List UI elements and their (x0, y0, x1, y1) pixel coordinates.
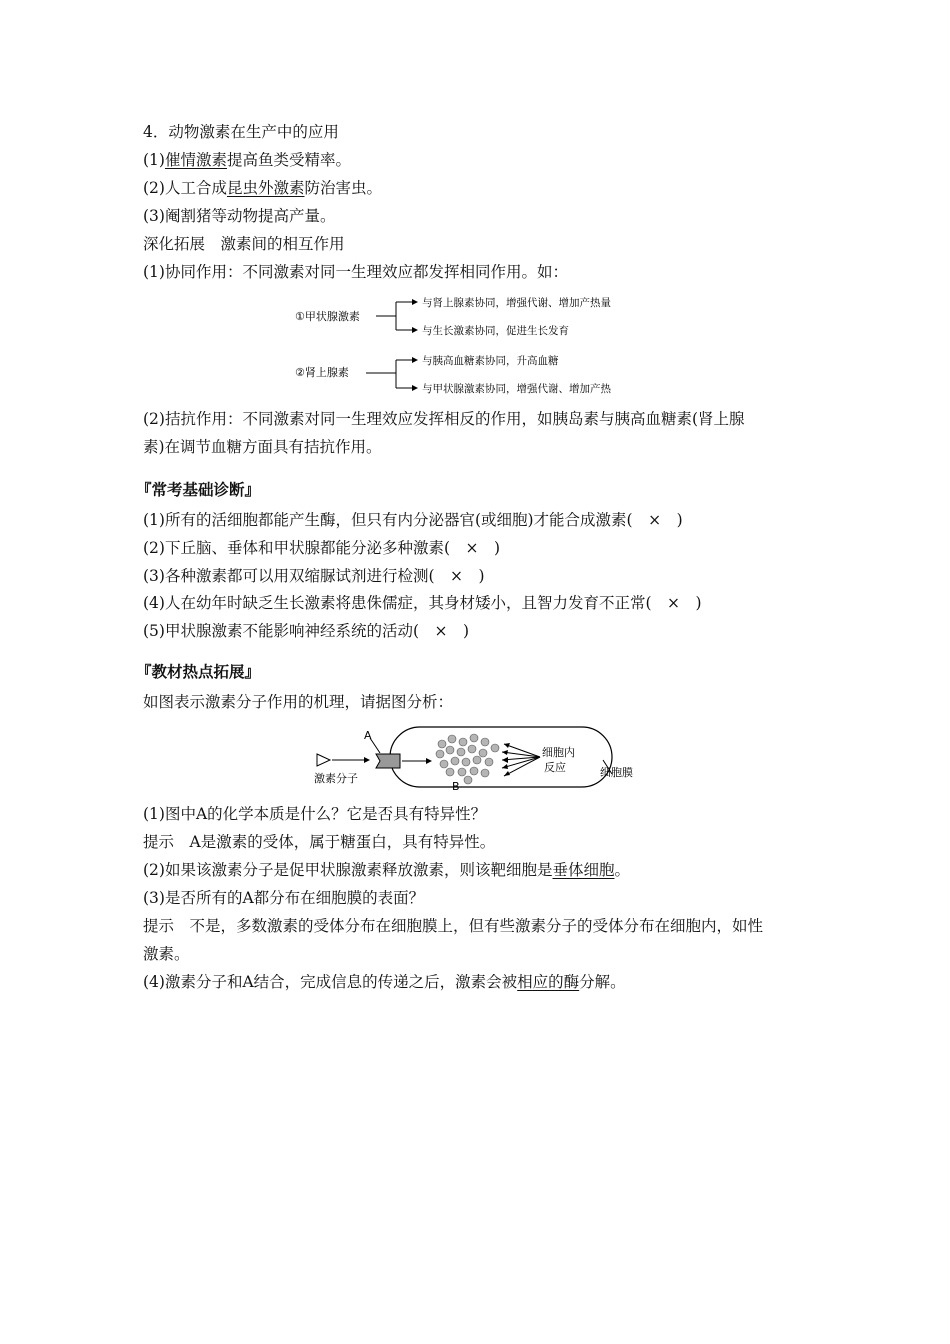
underlined-term: 催情激素 (164, 151, 227, 169)
question: (4)激素分子和A结合，完成信息的传递之后，激素会被相应的酶分解。 (143, 973, 626, 991)
label-reaction: 反应 (544, 761, 566, 774)
enzyme-cluster (436, 734, 499, 784)
hormone-mechanism-diagram (300, 722, 660, 792)
diagnosis-item: (4)人在幼年时缺乏生长激素将患侏儒症，其身材矮小，且智力发育不正常( × ) (143, 594, 702, 612)
hotspot-heading: 『教材热点拓展』 (136, 663, 261, 681)
diagnosis-item: (2)下丘脑、垂体和甲状腺都能分泌多种激素( × ) (143, 539, 501, 557)
label-reaction: 细胞内 (542, 746, 575, 759)
diagnosis-item: (5)甲状腺激素不能影响神经系统的活动( × ) (143, 622, 470, 640)
list-item: (3)阉割猪等动物提高产量。 (143, 207, 336, 225)
underlined-term: 相应的酶 (517, 973, 580, 991)
synergy-text: (1)协同作用：不同激素对同一生理效应都发挥相同作用。如： (143, 263, 568, 281)
diagram-branch: 与胰高血糖素协同，升高血糖 (422, 355, 559, 367)
diagnosis-item: (3)各种激素都可以用双缩脲试剂进行检测( × ) (143, 567, 485, 585)
antagonism-text-cont: 素)在调节血糖方面具有拮抗作用。 (143, 438, 382, 456)
answer: 提示 不是，多数激素的受体分布在细胞膜上，但有些激素分子的受体分布在细胞内，如性 (143, 917, 764, 935)
label-hormone: 激素分子 (314, 772, 358, 785)
diagnosis-heading: 『常考基础诊断』 (136, 481, 261, 499)
diagram-label: ②肾上腺素 (295, 366, 349, 379)
diagram-branch: 与生长激素协同，促进生长发育 (422, 325, 569, 337)
list-item: (1)催情激素提高鱼类受精率。 (143, 151, 351, 169)
list-item: (2)人工合成昆虫外激素防治害虫。 (143, 179, 382, 197)
antagonism-text: (2)拮抗作用：不同激素对同一生理效应发挥相反的作用，如胰岛素与胰高血糖素(肾上腺 (143, 410, 745, 428)
question: (3)是否所有的A都分布在细胞膜的表面？ (143, 889, 425, 907)
diagram-branch: 与甲状腺激素协同，增强代谢、增加产热 (422, 383, 611, 395)
answer: 提示 A是激素的受体，属于糖蛋白，具有特异性。 (143, 833, 496, 851)
label-A: A (364, 729, 372, 742)
extension-title: 深化拓展 激素间的相互作用 (143, 235, 345, 253)
hotspot-intro: 如图表示激素分子作用的机理，请据图分析： (143, 693, 454, 711)
question: (1)图中A的化学本质是什么？它是否具有特异性？ (143, 805, 487, 823)
underlined-term: 垂体细胞 (552, 861, 615, 879)
answer-cont: 激素。 (143, 945, 190, 963)
question: (2)如果该激素分子是促甲状腺激素释放激素，则该靶细胞是垂体细胞。 (143, 861, 630, 879)
diagram-label: ①甲状腺激素 (295, 310, 360, 323)
underlined-term: 昆虫外激素 (226, 179, 305, 197)
hormone-synergy-diagram (290, 290, 660, 400)
section-title: 4．动物激素在生产中的应用 (143, 123, 339, 141)
diagnosis-item: (1)所有的活细胞都能产生酶，但只有内分泌器官(或细胞)才能合成激素( × ) (143, 511, 683, 529)
label-membrane: 细胞膜 (600, 766, 633, 779)
label-B: B (452, 780, 460, 792)
diagram-branch: 与肾上腺素协同，增强代谢、增加产热量 (422, 297, 611, 309)
